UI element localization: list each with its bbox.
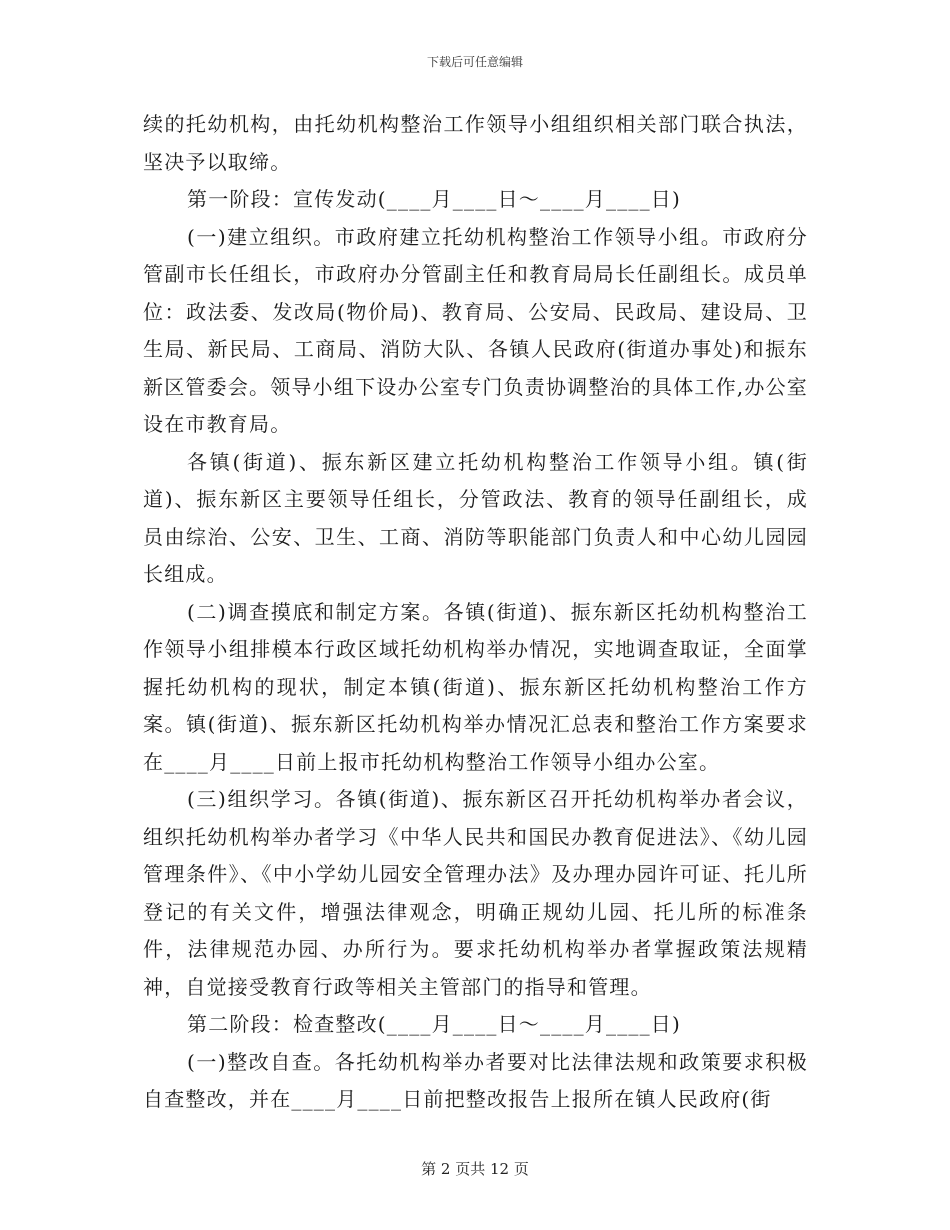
paragraph-continuation: 续的托幼机构，由托幼机构整治工作领导小组组织相关部门联合执法，坚决予以取缔。 — [143, 112, 808, 174]
document-body — [143, 106, 808, 1119]
page-footer: 第 2 页共 12 页 — [421, 1160, 529, 1178]
paragraph-establish-organization: (一)建立组织。市政府建立托幼机构整治工作领导小组。市政府分管副市长任组长，市政府办分管副主任和教育局局长任副组长。成员单位：政法委、发改局(物价局)、教育局、公安局、民政局、建设局、卫生局、新民局、工商局、消防大队、各镇人民政府(街道办事处)和振东新区管委会。领导小组下设办公室专门负责协调整治的具体工作,办公室设在市教育局。 — [143, 224, 808, 436]
paragraph-town-leading-group: 各镇(街道)、振东新区建立托幼机构整治工作领导小组。镇(街道)、振东新区主要领导任组长，分管政法、教育的领导任副组长，成员由综治、公安、卫生、工商、消防等职能部门负责人和中心幼儿园园长组成。 — [143, 449, 808, 586]
paragraph-organize-study: (三)组织学习。各镇(街道)、振东新区召开托幼机构举办者会议，组织托幼机构举办者学习《中华人民共和国民办教育促进法》、《幼儿园管理条件》、《中小学幼儿园安全管理办法》及办理办园许可证、托儿所登记的有关文件，增强法律观念，明确正规幼儿园、托儿所的标准条件，法律规范办园、办所行为。要求托幼机构举办者掌握政策法规精神，自觉接受教育行政等相关主管部门的指导和管理。 — [143, 787, 808, 999]
paragraph-survey-and-plan: (二)调查摸底和制定方案。各镇(街道)、振东新区托幼机构整治工作领导小组排模本行政区域托幼机构举办情况，实地调查取证，全面掌握托幼机构的现状，制定本镇(街道)、振东新区托幼机构整治工作方案。镇(街道)、振东新区托幼机构举办情况汇总表和整治工作方案要求在____月____日前上报市托幼机构整治工作领导小组办公室。 — [143, 599, 808, 774]
stage-one-heading: 第一阶段：宣传发动(____月____日～____月____日) — [187, 187, 682, 211]
paragraph-self-inspection: (一)整改自查。各托幼机构举办者要对比法律法规和政策要求积极自查整改，并在____月____日前把整改报告上报所在镇人民政府(街 — [143, 1049, 808, 1111]
stage-two-heading: 第二阶段：检查整改(____月____日～____月____日) — [187, 1012, 682, 1036]
page-header: 下载后可任意编辑 — [426, 55, 523, 69]
